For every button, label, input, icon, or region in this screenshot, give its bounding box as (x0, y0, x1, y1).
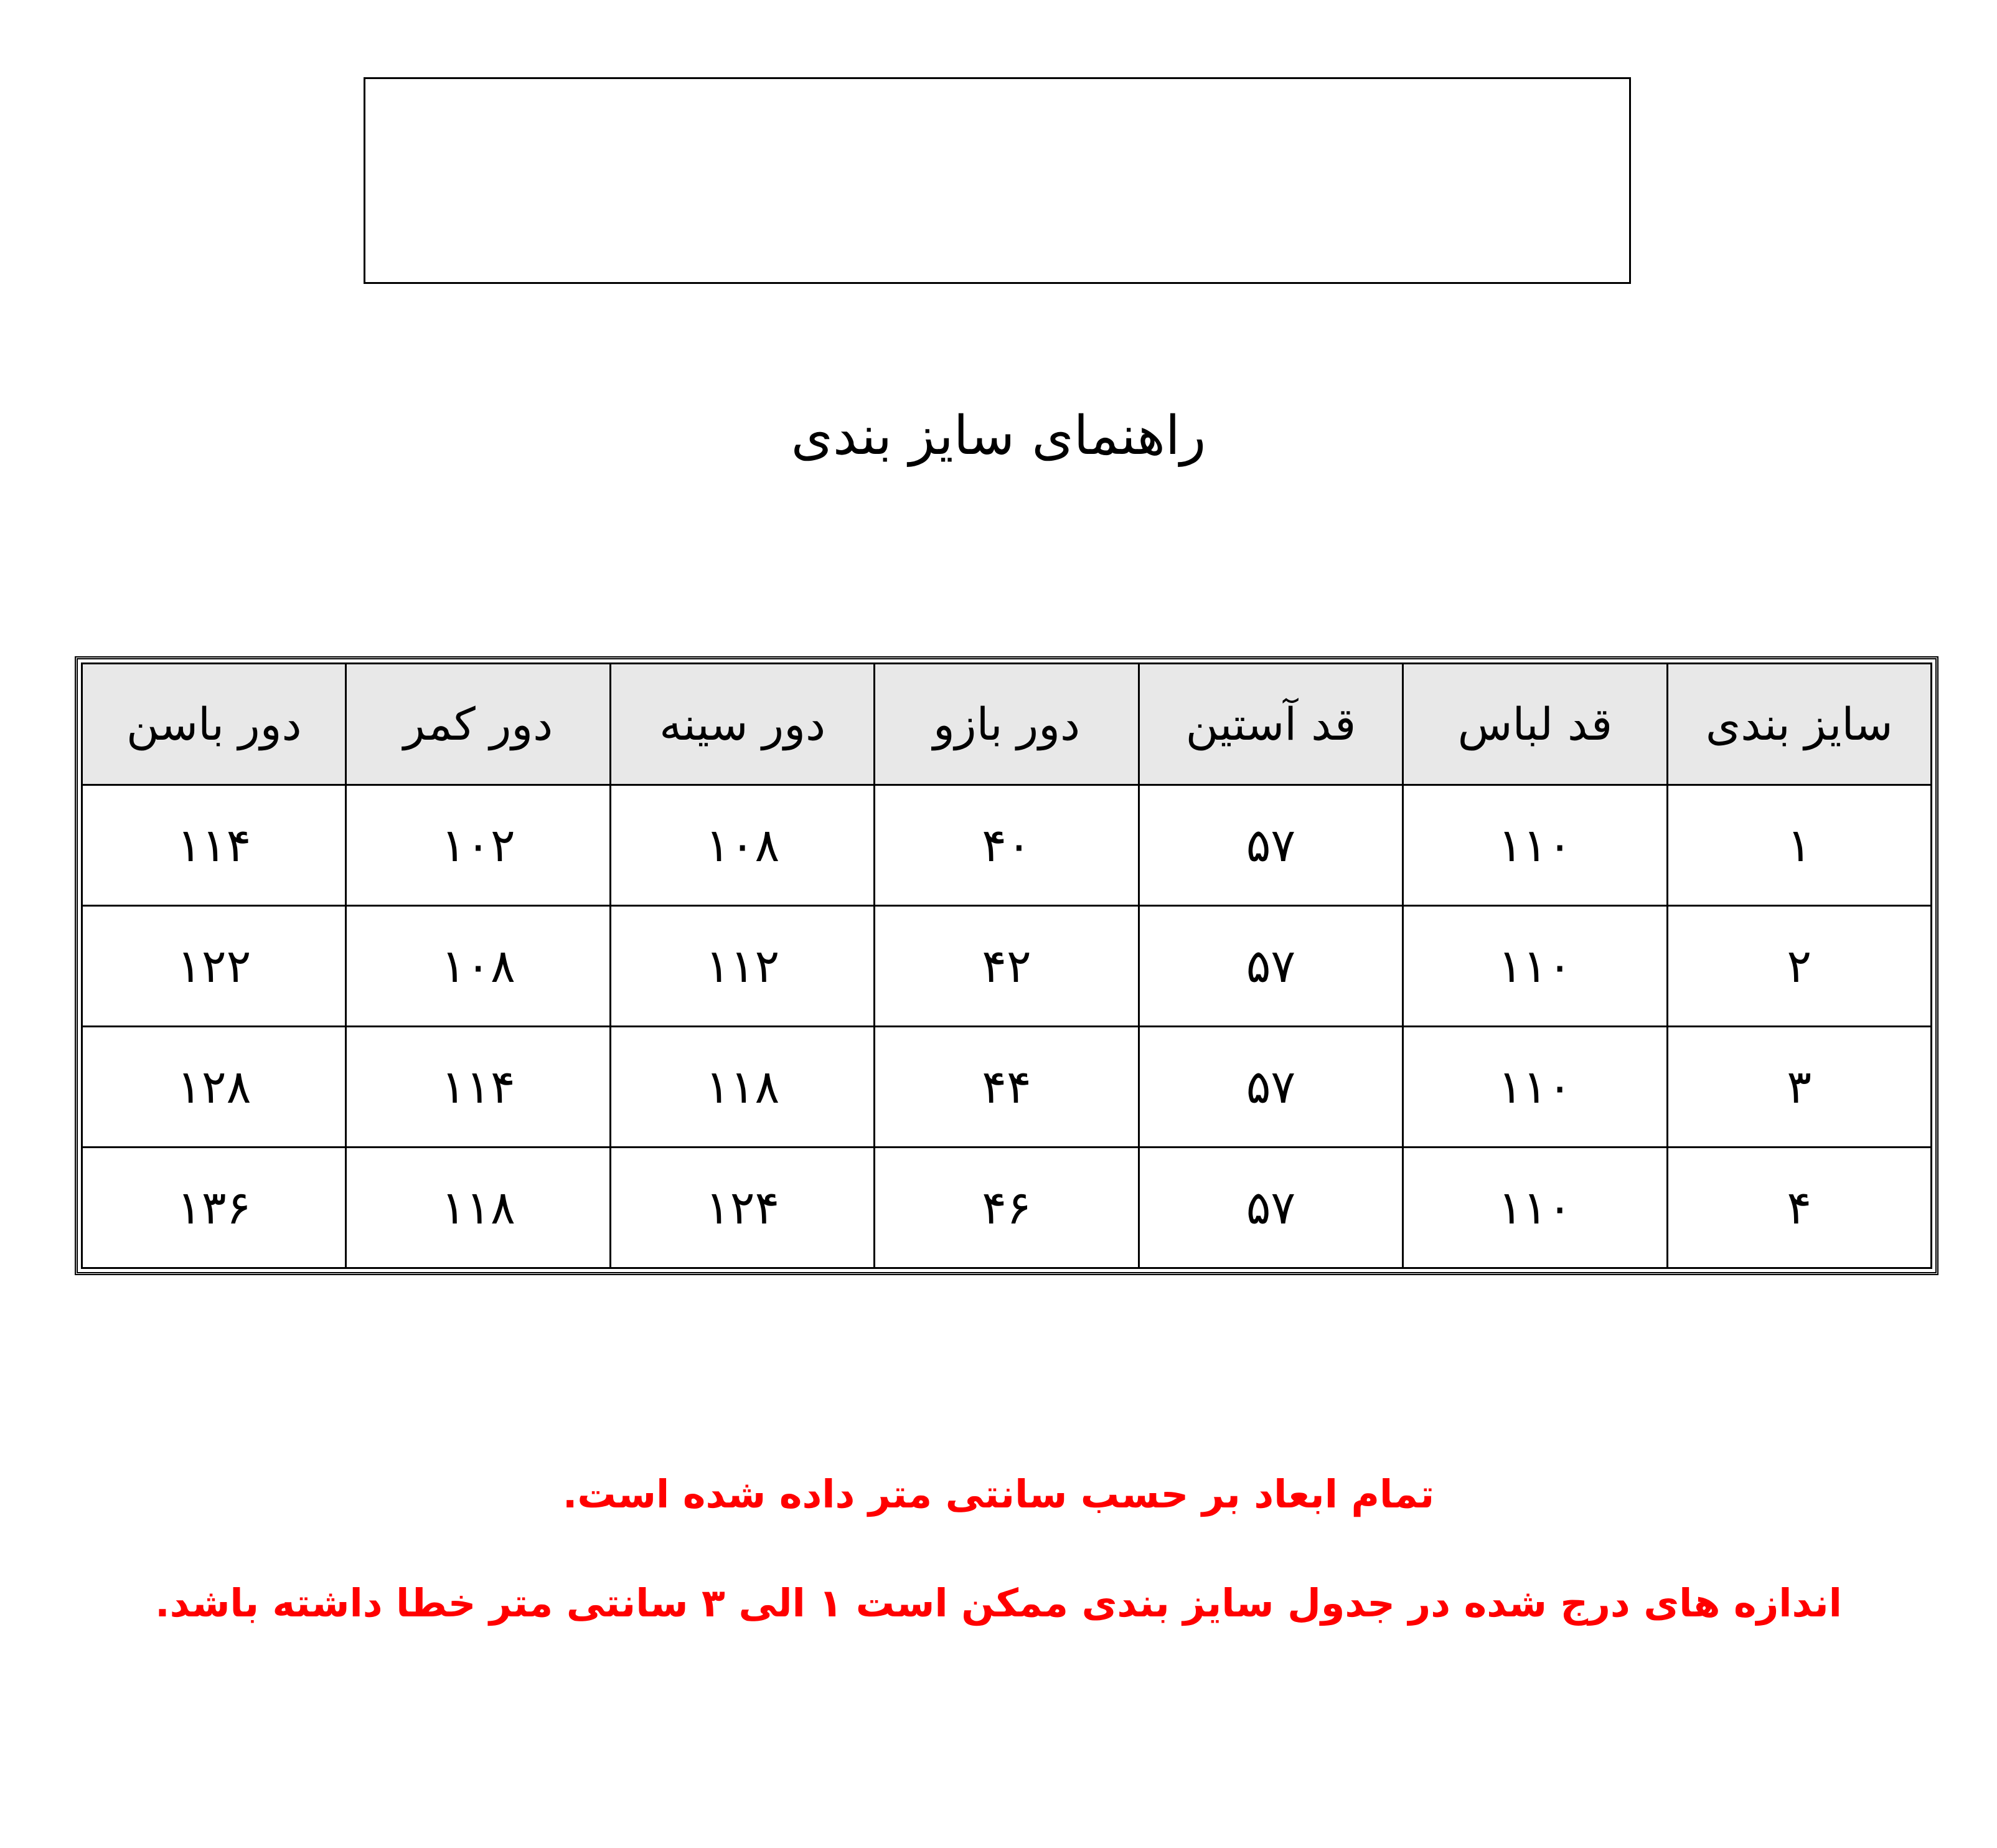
cell-hip-circumference: ۱۲۸ (82, 1027, 346, 1148)
header-chest-circumference: دور سینه (610, 664, 874, 785)
cell-waist-circumference: ۱۱۸ (346, 1148, 610, 1268)
cell-dress-length: ۱۱۰ (1403, 785, 1667, 906)
header-size: سایز بندی (1667, 664, 1931, 785)
cell-waist-circumference: ۱۱۴ (346, 1027, 610, 1148)
cell-chest-circumference: ۱۱۲ (610, 906, 874, 1027)
cell-waist-circumference: ۱۰۲ (346, 785, 610, 906)
page-title: راهنمای سایز بندی (791, 405, 1206, 467)
note-tolerance: اندازه های درج شده در جدول سایز بندی ممکن است ۱ الی ۳ سانتی متر خطا داشته باشد. (155, 1580, 1842, 1626)
cell-arm-circumference: ۴۰ (875, 785, 1139, 906)
cell-sleeve-length: ۵۷ (1139, 1148, 1403, 1268)
cell-hip-circumference: ۱۳۶ (82, 1148, 346, 1268)
header-sleeve-length: قد آستین (1139, 664, 1403, 785)
table-row (82, 906, 1932, 1027)
cell-hip-circumference: ۱۱۴ (82, 785, 346, 906)
cell-hip-circumference: ۱۲۲ (82, 906, 346, 1027)
cell-dress-length: ۱۱۰ (1403, 1027, 1667, 1148)
cell-chest-circumference: ۱۰۸ (610, 785, 874, 906)
table-row (82, 785, 1932, 906)
cell-arm-circumference: ۴۲ (875, 906, 1139, 1027)
note-units: تمام ابعاد بر حسب سانتی متر داده شده است. (562, 1471, 1435, 1517)
cell-sleeve-length: ۵۷ (1139, 785, 1403, 906)
header-dress-length: قد لباس (1403, 664, 1667, 785)
cell-sleeve-length: ۵۷ (1139, 1027, 1403, 1148)
cell-size: ۴ (1667, 1148, 1931, 1268)
cell-size: ۳ (1667, 1027, 1931, 1148)
header-waist-circumference: دور کمر (346, 664, 610, 785)
cell-sleeve-length: ۵۷ (1139, 906, 1403, 1027)
cell-size: ۱ (1667, 785, 1931, 906)
table-row (82, 1148, 1932, 1268)
size-table (81, 662, 1932, 1269)
cell-dress-length: ۱۱۰ (1403, 906, 1667, 1027)
empty-banner-box (364, 77, 1631, 284)
cell-arm-circumference: ۴۴ (875, 1027, 1139, 1148)
cell-chest-circumference: ۱۲۴ (610, 1148, 874, 1268)
cell-chest-circumference: ۱۱۸ (610, 1027, 874, 1148)
header-arm-circumference: دور بازو (875, 664, 1139, 785)
cell-size: ۲ (1667, 906, 1931, 1027)
size-table-frame (75, 656, 1938, 1275)
cell-waist-circumference: ۱۰۸ (346, 906, 610, 1027)
cell-arm-circumference: ۴۶ (875, 1148, 1139, 1268)
header-hip-circumference: دور باسن (82, 664, 346, 785)
cell-dress-length: ۱۱۰ (1403, 1148, 1667, 1268)
table-header-row (82, 664, 1932, 785)
table-row (82, 1027, 1932, 1148)
